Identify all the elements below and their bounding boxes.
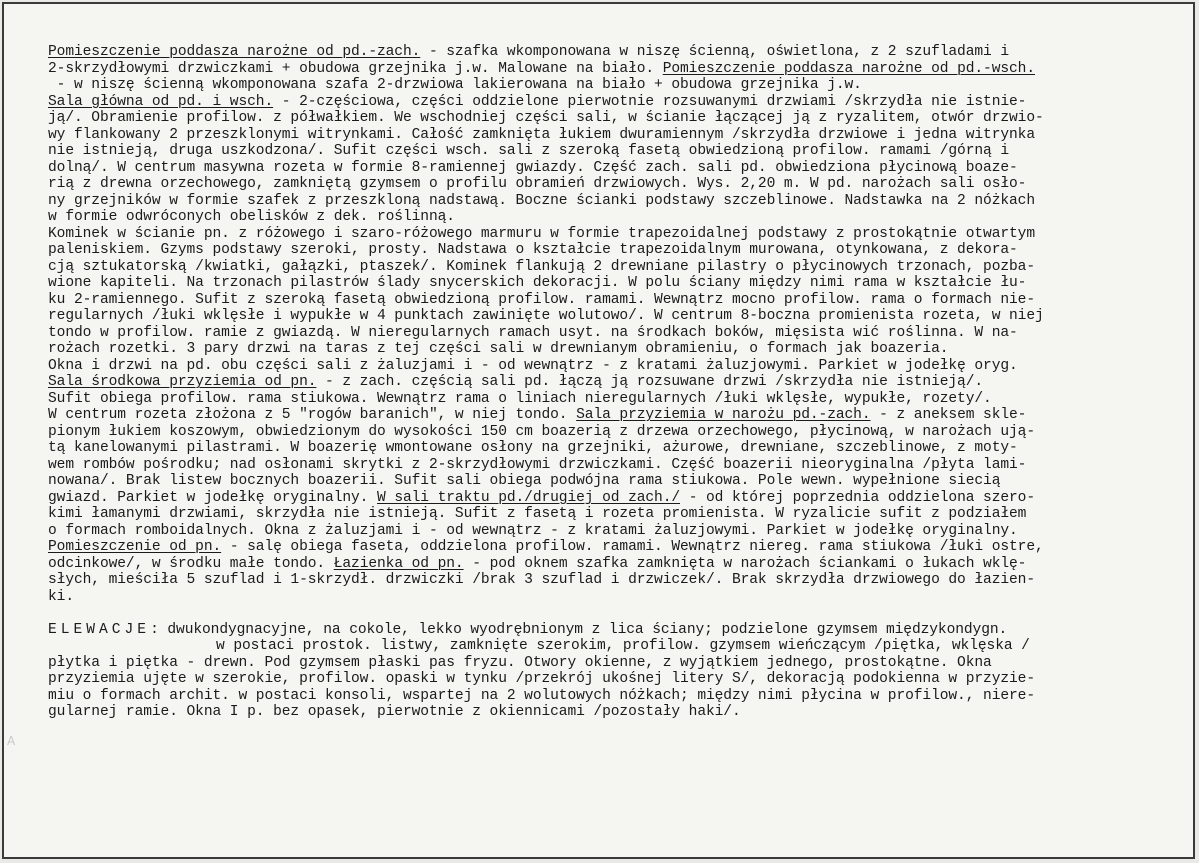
text-segment: w postaci prostok. listwy, zamknięte szerokim, profilow. gzymsem wieńczącym /piętka, wklęska / bbox=[216, 638, 1030, 654]
text-line bbox=[48, 259, 1195, 276]
text-segment: paleniskiem. Gzyms podstawy szeroki, prosty. Nadstawa o kształcie trapezoidalnym murowana, otynkowana, z dekora- bbox=[48, 242, 1018, 258]
text-segment: Kominek w ścianie pn. z różowego i szaro-różowego marmuru w formie trapezoidalnej podstawy z prostokątnie otwartym bbox=[48, 225, 1035, 242]
section-heading: Sala środkowa przyziemia od pn. bbox=[48, 374, 317, 390]
text-segment: w formie odwróconych obelisków z dek. roślinną. bbox=[48, 209, 455, 225]
text-line bbox=[48, 44, 1195, 61]
text-line bbox=[48, 308, 1195, 325]
text-line bbox=[48, 539, 1195, 556]
text-segment: : dwukondygnacyjne, na cokole, lekko wyodrębnionym z lica ściany; podzielone gzymsem międzykondygn. bbox=[150, 621, 1008, 638]
text-segment: wy flankowany 2 przeszklonymi witrynkami. Całość zamknięta łukiem dwuramiennym /skrzydła drzwiowe i jedna witrynka bbox=[48, 126, 1035, 143]
text-segment: wem rombów pośrodku; nad osłonami skrytki z 2-skrzydłowymi drzwiczkami. Część boazerii nieoryginalna /płyta lami- bbox=[48, 456, 1027, 473]
text-segment: rią z drewna orzechowego, zamkniętą gzymsem o profilu obramień drzwiowych. Wys. 2,20 m. W pd. narożach sali osło- bbox=[48, 176, 1027, 192]
text-segment: dolną/. W centrum masywna rozeta w formie 8-ramiennej gwiazdy. Część zach. sali pd. obwiedziona płycinową boaze- bbox=[48, 159, 1018, 176]
text-segment: nowana/. Brak listew bocznych boazerii. Sufit sali obiega podwójna rama stiukowa. Pole wewn. wypełnione siecią bbox=[48, 473, 1001, 489]
text-segment: gwiazd. Parkiet w jodełkę oryginalny. bbox=[48, 489, 377, 506]
text-line bbox=[48, 473, 1195, 490]
text-segment: tą kanelowanymi pilastrami. W boazerię wmontowane osłony na grzejniki, ażurowe, drewniane, szczeblinowe, z moty- bbox=[48, 440, 1018, 456]
edge-mark: A bbox=[7, 734, 16, 748]
section-heading: Sala główna od pd. i wsch. bbox=[48, 93, 274, 110]
text-segment: odcinkowe/, w środku małe tondo. bbox=[48, 555, 334, 572]
section-label: ELEWACJE bbox=[48, 621, 151, 638]
text-line bbox=[48, 440, 1195, 457]
text-line bbox=[48, 605, 1195, 638]
text-line bbox=[48, 143, 1195, 160]
text-segment: płytka i piętka - drewn. Pod gzymsem płaski pas fryzu. Otwory okienne, z wyjątkiem jednego, prostokątne. Okna bbox=[48, 654, 992, 671]
text-segment: ku 2-ramiennego. Sufit z szeroką fasetą obwiedzioną profilow. ramami. Wewnątrz mocno profilow. rama o formach nie- bbox=[48, 291, 1035, 308]
text-segment: Okna i drzwi na pd. obu części sali z żaluzjami i - od wewnątrz - z kratami żaluzjowymi. Parkiet w jodełkę oryg. bbox=[48, 357, 1018, 374]
text-line bbox=[48, 638, 1195, 655]
text-line bbox=[48, 655, 1195, 672]
text-line bbox=[48, 94, 1195, 111]
text-segment: przyziemia ujęte w szerokie, profilow. opaski w tynku /przekrój ukośnej litery S/, dekoracją podokienna w przyzie- bbox=[48, 671, 1035, 687]
text-line bbox=[48, 160, 1195, 177]
text-segment: regularnych /łuki wklęsłe i wypukłe w 4 punktach zawinięte wolutowo/. W centrum 8-boczna promienista rozeta, w niej bbox=[48, 308, 1044, 324]
text-segment: - salę obiega faseta, oddzielona profilow. ramami. Wewnątrz niereg. rama stiukowa /łuki ostre, bbox=[221, 539, 1044, 555]
text-line bbox=[48, 424, 1195, 441]
text-line bbox=[48, 176, 1195, 193]
text-segment: 2-skrzydłowymi drzwiczkami + obudowa grzejnika j.w. Malowane na biało. bbox=[48, 60, 663, 77]
text-line bbox=[48, 490, 1195, 507]
text-line bbox=[48, 572, 1195, 589]
text-segment: miu o formach archit. w postaci konsoli, wspartej na 2 wolutowych nóżkach; między nimi płycina w profilow., niere- bbox=[48, 687, 1035, 704]
text-line bbox=[48, 209, 1195, 226]
text-segment: - z aneksem skle- bbox=[870, 407, 1027, 423]
text-segment: gularnej ramie. Okna I p. bez opasek, pierwotnie z okiennicami /pozostały haki/. bbox=[48, 704, 741, 720]
section-heading: Pomieszczenie poddasza narożne od pd.-zach. bbox=[48, 44, 421, 60]
text-segment: Sufit obiega profilow. rama stiukowa. Wewnątrz rama o liniach nieregularnych /łuki wklęsłe, wypukłe, rozety/. bbox=[48, 390, 992, 407]
text-segment: ki. bbox=[48, 588, 74, 605]
text-line bbox=[48, 506, 1195, 523]
text-segment: nie istnieją, druga uszkodzona/. Sufit części wsch. sali z szeroką fasetą obwiedzioną profilow. ramami /górną i bbox=[48, 143, 1010, 159]
text-segment: - 2-częściowa, części oddzielone pierwotnie rozsuwanymi drzwiami /skrzydła nie istnie- bbox=[273, 93, 1027, 110]
text-line bbox=[48, 457, 1195, 474]
text-line bbox=[48, 358, 1195, 375]
text-segment: pionym łukiem koszowym, obwiedzionym do wysokości 150 cm boazerią z drzewa orzechowego, płycinową, w narożach ują- bbox=[48, 423, 1035, 440]
text-line bbox=[48, 275, 1195, 292]
text-line bbox=[48, 556, 1195, 573]
text-segment: - w niszę ścienną wkomponowana szafa 2-drzwiowa lakierowana na biało + obudowa grzejnika j.w. bbox=[48, 77, 862, 93]
text-line bbox=[48, 374, 1195, 391]
text-line bbox=[48, 407, 1195, 424]
text-line bbox=[48, 523, 1195, 540]
text-segment: - szafka wkomponowana w niszę ścienną, oświetlona, z 2 szufladami i bbox=[420, 44, 1010, 60]
text-line bbox=[48, 242, 1195, 259]
text-line bbox=[48, 226, 1195, 243]
section-heading: Łazienka od pn. bbox=[333, 555, 464, 572]
text-line bbox=[48, 77, 1195, 94]
text-segment: - pod oknem szafka zamknięta w narożach ściankami o łukach wklę- bbox=[463, 555, 1027, 572]
text-segment: ją/. Obramienie profilow. z półwałkiem. We wschodniej części sali, w ścianie łączącej ją z ryzalitem, otwór drzwio- bbox=[48, 110, 1044, 126]
text-segment: ny grzejników w formie szafek z przeszkloną nadstawą. Boczne ścianki podstawy szczeblinowe. Nadstawka na 2 nóżkach bbox=[48, 192, 1035, 209]
text-segment: - z zach. częścią sali pd. łączą ją rozsuwane drzwi /skrzydła nie istnieją/. bbox=[316, 374, 984, 390]
typewritten-page bbox=[48, 44, 1195, 721]
section-heading: Pomieszczenie od pn. bbox=[48, 539, 222, 555]
text-segment: o formach romboidalnych. Okna z żaluzjami i - od wewnątrz - z kratami żaluzjowymi. Parkiet w jodełkę oryginalny. bbox=[48, 522, 1018, 539]
text-segment: cją sztukatorską /kwiatki, gałązki, ptaszek/. Kominek flankują 2 drewniane pilastry o płycinowych trzonach, pozba- bbox=[48, 258, 1035, 275]
text-line bbox=[48, 193, 1195, 210]
text-segment: rożach rozetki. 3 pary drzwi na taras z tej części sali w drewnianym obramieniu, o formach jak boazeria. bbox=[48, 341, 949, 357]
text-segment: tondo w profilow. ramie z gwiazdą. W nieregularnych ramach usyt. na środkach boków, mięsista wić roślinna. W na- bbox=[48, 324, 1018, 341]
text-segment: kimi łamanymi drzwiami, skrzydła nie istnieją. Sufit z fasetą i rozeta promienista. W ryzalicie sufit z podziałem bbox=[48, 506, 1027, 522]
text-line bbox=[48, 61, 1195, 78]
text-line bbox=[48, 341, 1195, 358]
document-card bbox=[2, 2, 1195, 859]
text-line bbox=[48, 671, 1195, 688]
section-heading: Sala przyziemia w narożu pd.-zach. bbox=[576, 407, 871, 423]
section-heading: W sali traktu pd./drugiej od zach./ bbox=[377, 489, 681, 506]
text-line bbox=[48, 391, 1195, 408]
text-line bbox=[48, 704, 1195, 721]
text-segment: W centrum rozeta złożona z 5 "rogów baranich", w niej tondo. bbox=[48, 407, 577, 423]
text-line bbox=[48, 292, 1195, 309]
text-line bbox=[48, 127, 1195, 144]
text-line bbox=[48, 589, 1195, 606]
text-line bbox=[48, 325, 1195, 342]
section-heading: Pomieszczenie poddasza narożne od pd.-wsch. bbox=[662, 60, 1035, 77]
text-segment: wione kapiteli. Na trzonach pilastrów ślady snycerskich dekoracji. W polu ściany między nimi rama w kształcie łu- bbox=[48, 275, 1027, 291]
text-line bbox=[48, 110, 1195, 127]
text-segment: - od której poprzednia oddzielona szero- bbox=[680, 489, 1035, 506]
text-line bbox=[48, 688, 1195, 705]
text-segment: słych, mieściła 5 szuflad i 1-skrzydł. drzwiczki /brak 3 szuflad i drzwiczek/. Brak skrzydła drzwiowego do łazien- bbox=[48, 572, 1035, 588]
